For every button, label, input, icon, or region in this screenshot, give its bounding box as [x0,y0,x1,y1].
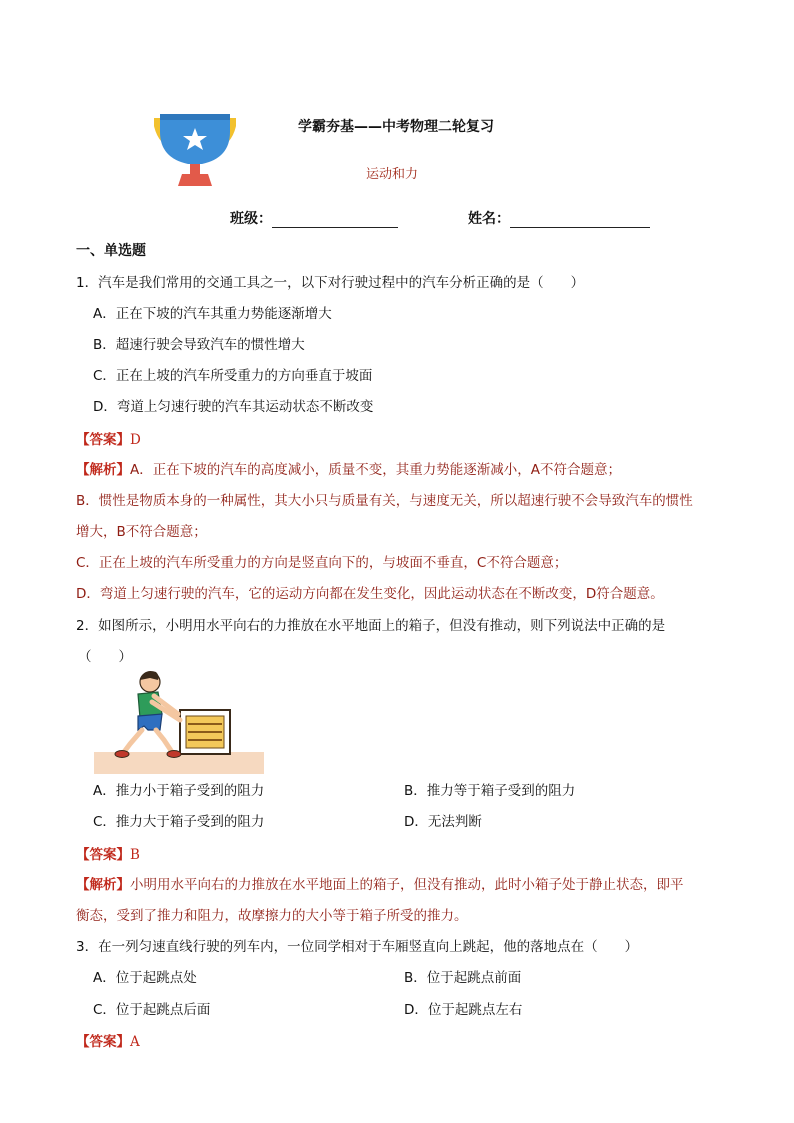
question-2-stem-line-2: （ ） [78,649,132,665]
explanation-tag: 【解析】 [76,877,130,893]
answer-tag: 【答案】 [76,847,130,863]
name-label: 姓名： [468,211,510,227]
question-2-explanation-line-1 [76,873,684,893]
page-title: 学霸夯基——中考物理二轮复习 [298,119,494,135]
class-blank[interactable] [272,213,398,228]
question-1-explanation-line-4: C．正在上坡的汽车所受重力的方向是竖直向下的，与坡面不垂直，C不符合题意； [76,555,568,571]
answer-tag: 【答案】 [76,1034,130,1050]
class-field [230,208,398,228]
question-1-stem: 1．汽车是我们常用的交通工具之一，以下对行驶过程中的汽车分析正确的是（ ） [76,275,585,291]
name-field [468,208,650,228]
name-blank[interactable] [510,213,650,228]
answer-tag: 【答案】 [76,432,130,448]
question-2-stem-line-1: 2．如图所示，小明用水平向右的力推放在水平地面上的箱子，但没有推动，则下列说法中正确的是 [76,618,666,634]
answer-value: B [130,847,140,863]
explanation-text: 小明用水平向右的力推放在水平地面上的箱子，但没有推动，此时小箱子处于静止状态，即平 [130,877,684,893]
question-1-explanation-line-2: B．惯性是物质本身的一种属性，其大小只与质量有关，与速度无关，所以超速行驶不会导致汽车的惯性 [76,493,693,509]
question-1-answer [76,428,141,448]
question-2-option-c: C．推力大于箱子受到的阻力 [93,814,265,830]
question-1-option-c: C．正在上坡的汽车所受重力的方向垂直于坡面 [93,368,373,384]
class-label: 班级： [230,211,272,227]
question-3-option-a: A．位于起跳点处 [93,970,197,986]
trophy-icon [152,110,238,190]
question-2-option-b: B．推力等于箱子受到的阻力 [404,783,576,799]
question-1-explanation-line-5: D．弯道上匀速行驶的汽车，它的运动方向都在发生变化，因此运动状态在不断改变，D符合题意。 [76,586,664,602]
question-1-explanation-line-3: 增大，B不符合题意； [76,524,207,540]
question-2-option-d: D．无法判断 [404,814,482,830]
question-3-answer [76,1030,140,1050]
question-2-explanation-line-2: 衡态，受到了推力和阻力，故摩擦力的大小等于箱子所受的推力。 [76,908,468,924]
section-title: 一、单选题 [76,243,146,259]
question-3-option-d: D．位于起跳点左右 [404,1002,523,1018]
page-subtitle: 运动和力 [366,167,419,182]
explanation-tag: 【解析】 [76,462,130,478]
question-1-option-a: A．正在下坡的汽车其重力势能逐渐增大 [93,306,332,322]
question-1-explanation-line-1 [76,458,621,478]
question-3-stem: 3．在一列匀速直线行驶的列车内，一位同学相对于车厢竖直向上跳起，他的落地点在（ ） [76,939,639,955]
boy-pushing-box-illustration [94,668,264,774]
question-1-option-d: D．弯道上匀速行驶的汽车其运动状态不断改变 [93,399,374,415]
question-3-option-b: B．位于起跳点前面 [404,970,522,986]
question-2-answer [76,843,140,863]
explanation-text: A．正在下坡的汽车的高度减小，质量不变，其重力势能逐渐减小，A不符合题意； [130,462,621,478]
question-1-option-b: B．超速行驶会导致汽车的惯性增大 [93,337,305,353]
answer-value: D [130,432,141,448]
answer-value: A [130,1034,140,1050]
question-2-option-a: A．推力小于箱子受到的阻力 [93,783,265,799]
question-3-option-c: C．位于起跳点后面 [93,1002,211,1018]
